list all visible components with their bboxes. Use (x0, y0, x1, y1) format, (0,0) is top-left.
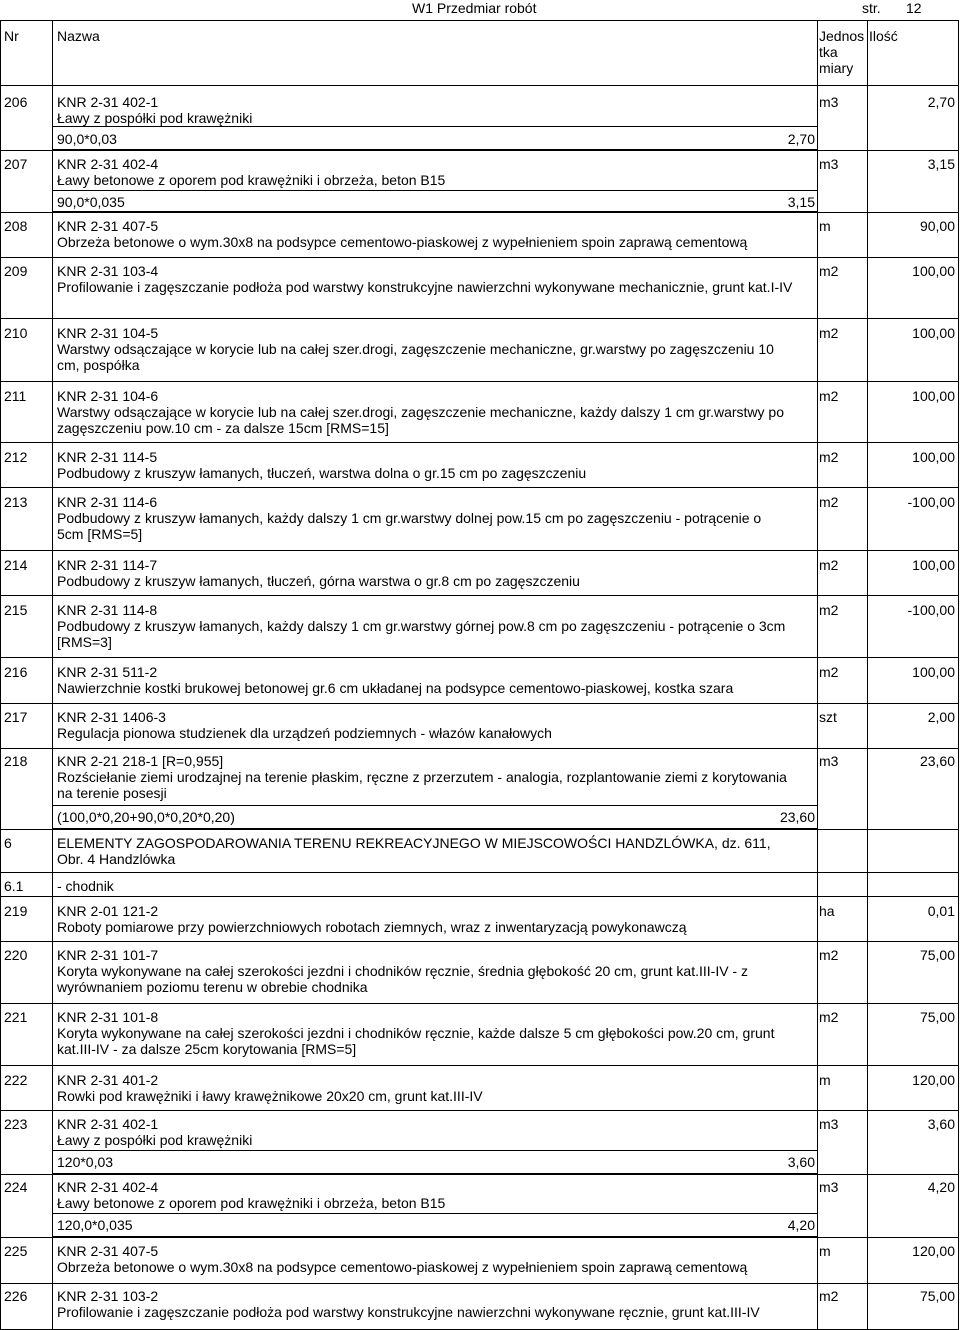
row-quantity: 23,60 (919, 753, 955, 769)
row-unit: szt (819, 709, 837, 725)
row-code: KNR 2-31 114-8 (57, 602, 158, 618)
row-quantity: 2,70 (927, 94, 955, 110)
row-description: Podbudowy z kruszyw łamanych, każdy dalszy 1 cm gr.warstwy górnej pow.8 cm po zagęszczeniu - potrącenie o 3cm (57, 618, 786, 634)
row-calculation: 120*0,03 (57, 1154, 114, 1170)
row-separator (0, 550, 959, 551)
row-unit: m3 (819, 1116, 839, 1132)
row-description: cm, pospółka (57, 357, 140, 373)
row-separator (0, 657, 959, 658)
column-header-qty: Ilość (869, 28, 898, 44)
row-description: Warstwy odsączające w korycie lub na całej szer.drogi, zagęszczenie mechaniczne, gr.warstwy po zagęszczeniu 10 (57, 341, 774, 357)
calc-box (52, 1150, 818, 1174)
row-separator (0, 595, 959, 596)
row-separator (0, 1110, 959, 1111)
section-title: Obr. 4 Handzlówka (57, 851, 176, 867)
row-nr: 221 (4, 1009, 28, 1025)
row-nr: 208 (4, 218, 28, 234)
row-nr: 219 (4, 903, 28, 919)
row-nr: 213 (4, 494, 28, 510)
row-description: Profilowanie i zagęszczanie podłoża pod warstwy konstrukcyjne nawierzchni wykonywane ręcznie, grunt kat.III-IV (57, 1304, 760, 1320)
row-unit: m2 (819, 388, 839, 404)
row-code: KNR 2-31 402-1 (57, 1116, 159, 1132)
row-unit: m2 (819, 602, 839, 618)
row-code: KNR 2-31 103-4 (57, 263, 159, 279)
row-quantity: 4,20 (927, 1179, 955, 1195)
row-code: KNR 2-31 104-5 (57, 325, 159, 341)
row-nr: 222 (4, 1072, 28, 1088)
row-description: Warstwy odsączające w korycie lub na całej szer.drogi, zagęszczenie mechaniczne, każdy dalszy 1 cm gr.warstwy po (57, 404, 785, 420)
column-header-unit-line1: Jednos (819, 28, 865, 44)
row-description: [RMS=3] (57, 634, 112, 650)
row-description: Nawierzchnie kostki brukowej betonowej gr.6 cm układanej na podsypce cementowo-piaskowej, kostka szara (57, 680, 734, 696)
row-quantity: -100,00 (907, 494, 955, 510)
row-nr: 211 (4, 388, 27, 404)
row-description: Regulacja pionowa studzienek dla urządzeń podziemnych - włazów kanałowych (57, 725, 552, 741)
row-description: Roboty pomiarowe przy powierzchniowych robotach ziemnych, wraz z inwentaryzacją powykonawczą (57, 919, 687, 935)
row-quantity: 100,00 (912, 664, 955, 680)
row-quantity: 120,00 (912, 1243, 955, 1259)
row-nr: 220 (4, 947, 28, 963)
row-quantity: -100,00 (907, 602, 955, 618)
row-unit: m2 (819, 947, 839, 963)
row-unit: m2 (819, 449, 839, 465)
row-nr: 224 (4, 1179, 28, 1195)
row-quantity: 2,00 (927, 709, 955, 725)
row-separator (0, 703, 959, 704)
row-description: Rozściełanie ziemi urodzajnej na terenie płaskim, ręczne z przerzutem - analogia, rozplantowanie ziemi z korytowania (57, 769, 787, 785)
row-quantity: 100,00 (912, 388, 955, 404)
row-code: KNR 2-31 114-7 (57, 557, 158, 573)
column-header-nr: Nr (4, 28, 19, 44)
row-quantity: 0,01 (927, 903, 955, 919)
row-unit: m (819, 1243, 831, 1259)
row-quantity: 3,15 (927, 156, 955, 172)
row-code: KNR 2-31 114-5 (57, 449, 158, 465)
row-description: zagęszczeniu pow.10 cm - za dalsze 15cm [RMS=15] (57, 420, 389, 436)
row-quantity: 120,00 (912, 1072, 955, 1088)
column-header-unit-line3: miary (819, 60, 854, 76)
column-header-name: Nazwa (57, 28, 100, 44)
row-description: kat.III-IV - za dalsze 25cm korytowania [RMS=5] (57, 1041, 357, 1057)
row-description: Podbudowy z kruszyw łamanych, każdy dalszy 1 cm gr.warstwy dolnej pow.15 cm po zagęszczeniu - potrącenie o (57, 510, 762, 526)
row-unit: m2 (819, 1009, 839, 1025)
row-description: Profilowanie i zagęszczanie podłoża pod warstwy konstrukcyjne nawierzchni wykonywane mechanicznie, grunt kat.I-IV (57, 279, 793, 295)
row-code: KNR 2-31 104-6 (57, 388, 159, 404)
row-nr: 210 (4, 325, 28, 341)
row-separator (0, 487, 959, 488)
calc-box (52, 126, 818, 150)
row-nr: 216 (4, 664, 28, 680)
row-unit: m3 (819, 753, 839, 769)
row-nr: 218 (4, 753, 28, 769)
row-code: KNR 2-21 218-1 [R=0,955] (57, 753, 224, 769)
row-unit: m2 (819, 325, 839, 341)
row-description: Podbudowy z kruszyw łamanych, tłuczeń, warstwa dolna o gr.15 cm po zagęszczeniu (57, 465, 587, 481)
row-calculation-value: 4,20 (787, 1217, 815, 1233)
row-nr: 217 (4, 709, 28, 725)
row-code: KNR 2-31 402-4 (57, 156, 159, 172)
calc-box (52, 190, 818, 212)
column-header-unit-line2: tka (819, 44, 838, 60)
row-quantity: 75,00 (919, 1009, 955, 1025)
row-quantity: 75,00 (919, 947, 955, 963)
page-label: str. (862, 0, 881, 16)
row-unit: m2 (819, 557, 839, 573)
table-left-border (0, 20, 1, 1330)
row-description: Ławy betonowe z oporem pod krawężniki i obrzeża, beton B15 (57, 172, 446, 188)
row-quantity: 100,00 (912, 325, 955, 341)
row-description: Podbudowy z kruszyw łamanych, tłuczeń, górna warstwa o gr.8 cm po zagęszczeniu (57, 573, 580, 589)
row-description: Koryta wykonywane na całej szerokości jezdni i chodników ręcznie, średnia głębokość 20 cm, grunt kat.III-IV - z (57, 963, 748, 979)
row-separator (0, 941, 959, 942)
row-unit: m2 (819, 263, 839, 279)
subsection-nr: 6.1 (4, 878, 24, 894)
row-unit: m2 (819, 494, 839, 510)
row-calculation: 90,0*0,035 (57, 194, 125, 210)
row-separator (0, 1283, 959, 1284)
row-code: KNR 2-31 402-1 (57, 94, 159, 110)
row-code: KNR 2-31 103-2 (57, 1288, 159, 1304)
row-separator (0, 1065, 959, 1066)
row-calculation: 90,0*0,03 (57, 131, 117, 147)
row-calculation: (100,0*0,20+90,0*0,20*0,20) (57, 809, 235, 825)
row-unit: m (819, 1072, 831, 1088)
table-top-border (0, 20, 959, 21)
row-code: KNR 2-01 121-2 (57, 903, 159, 919)
row-description: Rowki pod krawężniki i ławy krawężnikowe 20x20 cm, grunt kat.III-IV (57, 1088, 483, 1104)
row-code: KNR 2-31 402-4 (57, 1179, 159, 1195)
row-quantity: 100,00 (912, 263, 955, 279)
row-description: Koryta wykonywane na całej szerokości jezdni i chodników ręcznie, każde dalsze 5 cm głębokości pow.20 cm, grunt (57, 1025, 775, 1041)
row-unit: m3 (819, 156, 839, 172)
subsection-title: - chodnik (57, 878, 114, 894)
row-code: KNR 2-31 407-5 (57, 1243, 159, 1259)
row-separator (0, 1003, 959, 1004)
row-code: KNR 2-31 101-8 (57, 1009, 159, 1025)
section-nr: 6 (4, 835, 12, 851)
row-nr: 226 (4, 1288, 28, 1304)
row-quantity: 3,60 (927, 1116, 955, 1132)
row-nr: 225 (4, 1243, 28, 1259)
column-divider-name (817, 20, 818, 1330)
table-header-border (0, 85, 959, 86)
row-quantity: 75,00 (919, 1288, 955, 1304)
row-nr: 206 (4, 94, 28, 110)
row-description: Obrzeża betonowe o wym.30x8 na podsypce cementowo-piaskowej z wypełnieniem spoin zaprawą cementową (57, 234, 748, 250)
row-code: KNR 2-31 101-7 (57, 947, 159, 963)
row-code: KNR 2-31 401-2 (57, 1072, 159, 1088)
row-unit: m (819, 218, 831, 234)
page-number: 12 (906, 0, 922, 16)
table-right-border (958, 20, 959, 1330)
row-separator (0, 748, 959, 749)
row-separator (0, 318, 959, 319)
calc-box (52, 1213, 818, 1237)
row-separator (0, 1174, 959, 1175)
row-nr: 223 (4, 1116, 28, 1132)
row-description: Ławy betonowe z oporem pod krawężniki i obrzeża, beton B15 (57, 1195, 446, 1211)
row-separator (0, 257, 959, 258)
row-nr: 215 (4, 602, 28, 618)
row-unit: m3 (819, 94, 839, 110)
row-separator (0, 896, 959, 897)
row-quantity: 100,00 (912, 449, 955, 465)
row-nr: 214 (4, 557, 28, 573)
document-title: W1 Przedmiar robót (412, 0, 537, 16)
row-unit: ha (819, 903, 835, 919)
row-description: wyrównaniem poziomu terenu w obrebie chodnika (57, 979, 368, 995)
row-unit: m2 (819, 664, 839, 680)
row-separator (0, 829, 959, 830)
row-quantity: 100,00 (912, 557, 955, 573)
row-code: KNR 2-31 407-5 (57, 218, 159, 234)
row-code: KNR 2-31 114-6 (57, 494, 158, 510)
row-separator (0, 150, 959, 151)
row-unit: m3 (819, 1179, 839, 1195)
row-description: Ławy z pospółki pod krawężniki (57, 1132, 253, 1148)
column-divider-nr (52, 20, 53, 1330)
row-description: Ławy z pospółki pod krawężniki (57, 110, 253, 126)
row-nr: 212 (4, 449, 28, 465)
row-description: na terenie posesji (57, 785, 167, 801)
row-code: KNR 2-31 511-2 (57, 664, 158, 680)
row-calculation-value: 2,70 (787, 131, 815, 147)
row-nr: 209 (4, 263, 28, 279)
section-title: ELEMENTY ZAGOSPODAROWANIA TERENU REKREACYJNEGO W MIEJSCOWOŚCI HANDZLÓWKA, dz. 611, (57, 835, 771, 851)
row-description: 5cm [RMS=5] (57, 526, 143, 542)
row-separator (0, 872, 959, 873)
row-quantity: 90,00 (919, 218, 955, 234)
row-calculation-value: 3,60 (787, 1154, 815, 1170)
row-separator (0, 442, 959, 443)
row-description: Obrzeża betonowe o wym.30x8 na podsypce cementowo-piaskowej z wypełnieniem spoin zaprawą cementową (57, 1259, 748, 1275)
row-unit: m2 (819, 1288, 839, 1304)
row-nr: 207 (4, 156, 28, 172)
row-separator (0, 1237, 959, 1238)
row-code: KNR 2-31 1406-3 (57, 709, 166, 725)
row-separator (0, 212, 959, 213)
row-calculation-value: 23,60 (779, 809, 815, 825)
row-calculation-value: 3,15 (787, 194, 815, 210)
row-separator (0, 381, 959, 382)
row-calculation: 120,0*0,035 (57, 1217, 133, 1233)
